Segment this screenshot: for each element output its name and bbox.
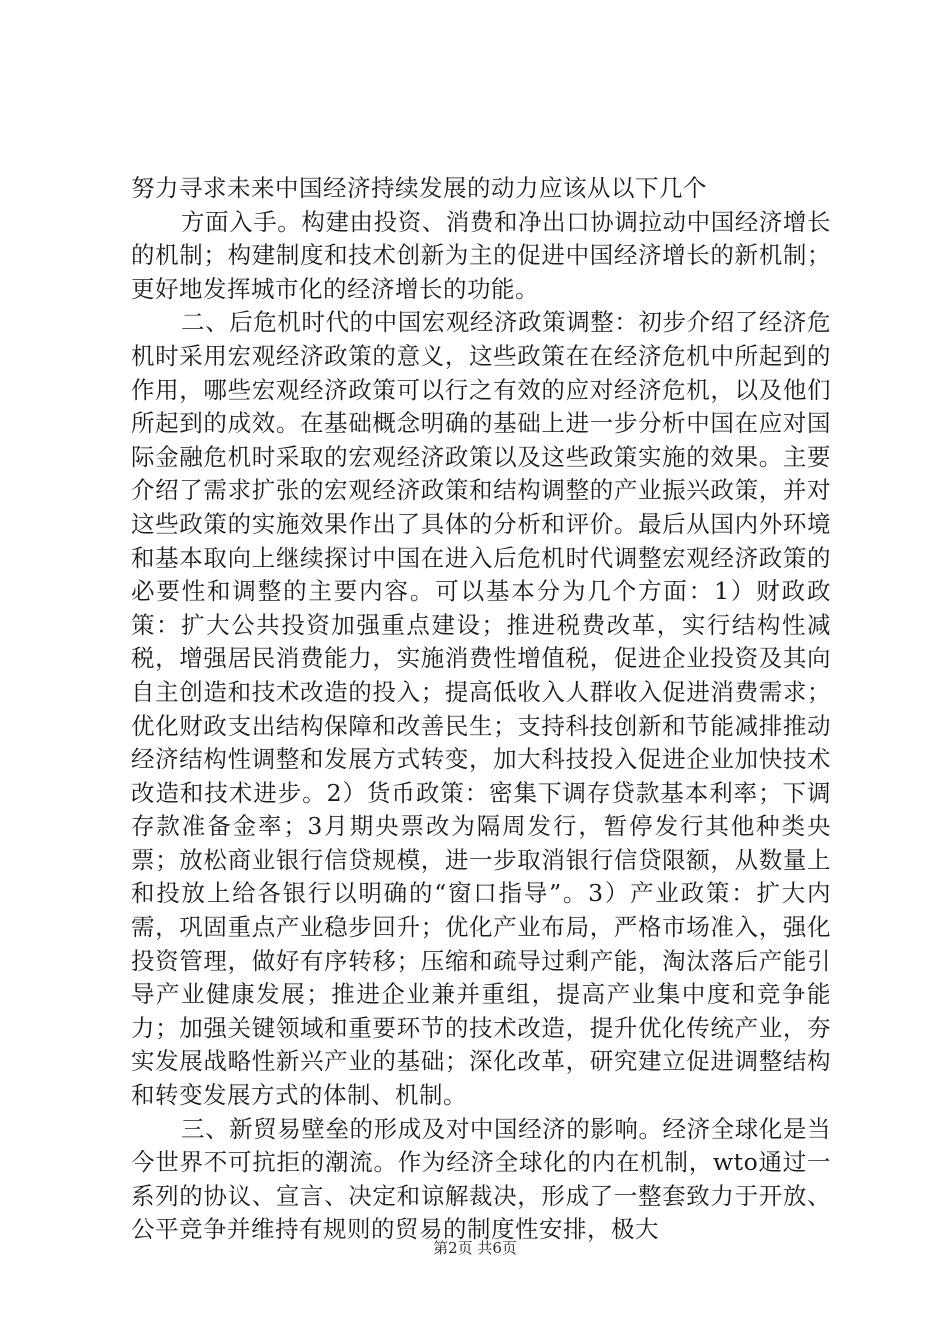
paragraph-growth-mechanisms: 方面入手。构建由投资、消费和净出口协调拉动中国经济增长的机制；构建制度和技术创新为主的促进中国经济增长的新机制；更好地发挥城市化的经济增长的功能。 [131, 207, 831, 303]
paragraph-new-trade-barriers: 三、新贸易壁垒的形成及对中国经济的影响。经济全球化是当今世界不可抗拒的潮流。作为经济全球化的内在机制，wto通过一系列的协议、宣言、决定和谅解裁决，形成了一整套致力于开放、公平竞争并维持有规则的贸易的制度性安排，极大 [131, 1114, 831, 1244]
paragraph-macro-policy-adjustment: 二、后危机时代的中国宏观经济政策调整：初步介绍了经济危机时采用宏观经济政策的意义，这些政策在在经济危机中所起到的作用，哪些宏观经济政策可以行之有效的应对经济危机，以及他们所起到的成效。在基础概念明确的基础上进一步分析中国在应对国际金融危机时采取的宏观经济政策以及这些政策实施的效果。主要介绍了需求扩张的宏观经济政策和结构调整的产业振兴政策，并对这些政策的实施效果作出了具体的分析和评价。最后从国内外环境和基本取向上继续探讨中国在进入后危机时代调整宏观经济政策的必要性和调整的主要内容。可以基本分为几个方面：1）财政政策：扩大公共投资加强重点建设；推进税费改革，实行结构性减税，增强居民消费能力，实施消费性增值税，促进企业投资及其向自主创造和技术改造的投入；提高低收入人群收入促进消费需求；优化财政支出结构保障和改善民生；支持科技创新和节能减排推动经济结构性调整和发展方式转变，加大科技投入促进企业加快技术改造和技术进步。2）货币政策：密集下调存贷款基本利率；下调存款准备金率；3月期央票改为隔周发行，暂停发行其他种类央票；放松商业银行信贷规模，进一步取消银行信贷限额，从数量上和投放上给各银行以明确的“窗口指导”。3）产业政策：扩大内需，巩固重点产业稳步回升；优化产业布局，严格市场准入，强化投资管理，做好有序转移；压缩和疏导过剩产能，淘汰落后产能引导产业健康发展；推进企业兼并重组，提高产业集中度和竞争能力；加强关键领域和重要环节的技术改造，提升优化传统产业，夯实发展战略性新兴产业的基础；深化改革，研究建立促进调整结构和转变发展方式的体制、机制。 [131, 308, 831, 1110]
page-number-footer: 第2页 共6页 [433, 1239, 517, 1257]
paragraph-opening-line: 努力寻求未来中国经济持续发展的动力应该从以下几个 [131, 174, 707, 202]
document-body [131, 172, 831, 1247]
